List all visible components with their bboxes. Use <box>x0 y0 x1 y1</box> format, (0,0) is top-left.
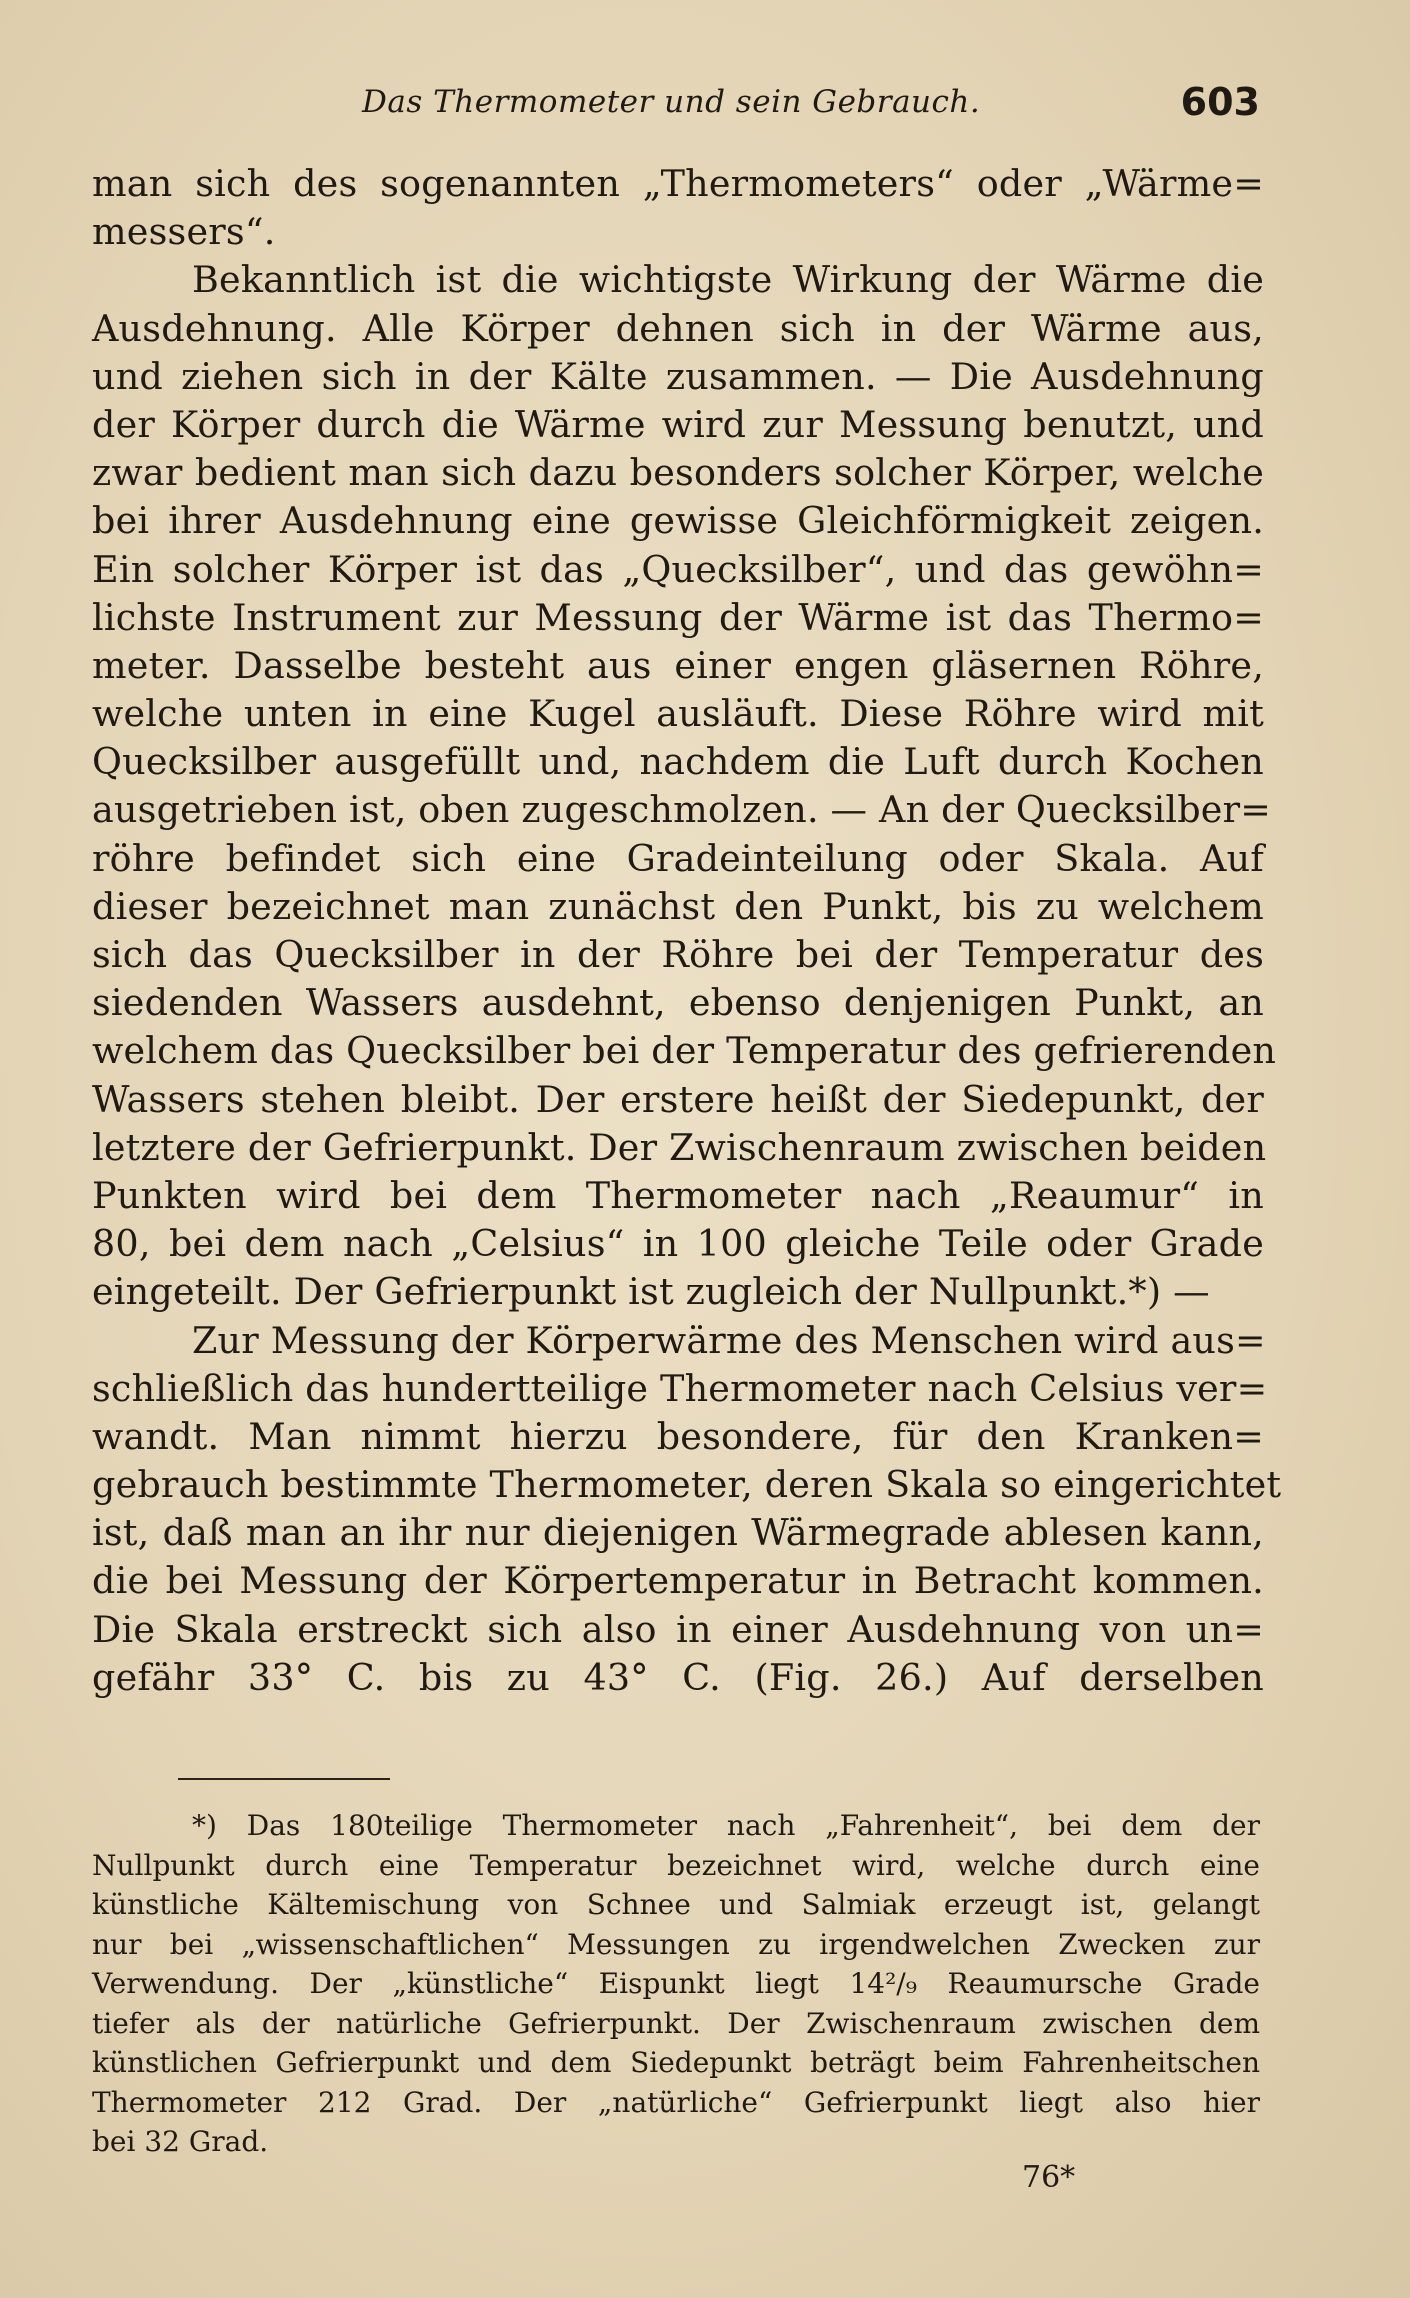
text-line: Punkten wird bei dem Thermometer nach „Reaumur“ in <box>92 1173 1264 1217</box>
page-header <box>92 80 1260 134</box>
page-number: 603 <box>1180 80 1260 124</box>
text-line: gebrauch bestimmte Thermometer, deren Skala so eingerichtet <box>92 1463 1282 1507</box>
text-line: eingeteilt. Der Gefrierpunkt ist zugleich der Nullpunkt.*) — <box>92 1270 1210 1314</box>
text-line: Wassers stehen bleibt. Der erstere heißt der Siedepunkt, der <box>92 1077 1264 1121</box>
text-line: der Körper durch die Wärme wird zur Messung benutzt, und <box>92 402 1264 446</box>
footnote <box>92 1806 1260 2162</box>
text-line: wandt. Man nimmt hierzu besondere, für den Kranken= <box>92 1414 1264 1458</box>
text-line: ist, daß man an ihr nur diejenigen Wärmegrade ablesen kann, <box>92 1511 1264 1555</box>
text-line: messers“. <box>92 210 276 254</box>
text-line: man sich des sogenannten „Thermometers“ oder „Wärme= <box>92 162 1264 205</box>
text-line: schließlich das hundertteilige Thermometer nach Celsius ver= <box>92 1366 1268 1410</box>
footnote-line: bei 32 Grad. <box>92 2125 269 2158</box>
footnote-line: *) Das 180teilige Thermometer nach „Fahrenheit“, bei dem der <box>192 1809 1260 1842</box>
text-line: meter. Dasselbe besteht aus einer engen gläsernen Röhre, <box>92 643 1264 687</box>
text-line: röhre befindet sich eine Gradeinteilung oder Skala. Auf <box>92 836 1264 880</box>
text-line: Zur Messung der Körperwärme des Menschen wird aus= <box>192 1318 1266 1362</box>
text-line: die bei Messung der Körpertemperatur in Betracht kommen. <box>92 1559 1264 1603</box>
text-line: ausgetrieben ist, oben zugeschmolzen. — An der Quecksilber= <box>92 788 1271 832</box>
text-line: sich das Quecksilber in der Röhre bei der Temperatur des <box>92 933 1264 976</box>
text-line: Ein solcher Körper ist das „Quecksilber“, und das gewöhn= <box>92 547 1264 591</box>
running-head: Das Thermometer und sein Gebrauch. <box>362 84 981 120</box>
text-line: lichste Instrument zur Messung der Wärme ist das Thermo= <box>92 595 1264 639</box>
text-line: welchem das Quecksilber bei der Temperatur des gefrierenden <box>92 1029 1277 1073</box>
text-line: Quecksilber ausgefüllt und, nachdem die Luft durch Kochen <box>92 740 1264 784</box>
main-text <box>92 160 1282 1702</box>
text-line: bei ihrer Ausdehnung eine gewisse Gleichförmigkeit zeigen. <box>92 499 1264 543</box>
text-line: dieser bezeichnet man zunächst den Punkt, bis zu welchem <box>92 884 1264 928</box>
text-line: und ziehen sich in der Kälte zusammen. — Die Ausdehnung <box>92 354 1264 398</box>
footnote-line: Nullpunkt durch eine Temperatur bezeichnet wird, welche durch eine <box>92 1848 1260 1882</box>
footnote-separator <box>178 1778 390 1780</box>
text-line: siedenden Wassers ausdehnt, ebenso denjenigen Punkt, an <box>92 981 1264 1025</box>
text-line: Ausdehnung. Alle Körper dehnen sich in der Wärme aus, <box>92 306 1264 350</box>
text-line: letztere der Gefrierpunkt. Der Zwischenraum zwischen beiden <box>92 1125 1267 1169</box>
footnote-line: künstliche Kältemischung von Schnee und Salmiak erzeugt ist, gelangt <box>92 1888 1260 1921</box>
text-line: welche unten in eine Kugel ausläuft. Diese Röhre wird mit <box>92 692 1264 736</box>
footnote-line: künstlichen Gefrierpunkt und dem Siedepunkt beträgt beim Fahrenheitschen <box>92 2046 1260 2079</box>
text-line: gefähr 33° C. bis zu 43° C. (Fig. 26.) Auf derselben <box>92 1655 1264 1699</box>
footnote-line: Verwendung. Der „künstliche“ Eispunkt liegt 14²/₉ Reaumursche Grade <box>92 1967 1260 2000</box>
text-line: Bekanntlich ist die wichtigste Wirkung der Wärme die <box>192 258 1264 302</box>
printer-signature-mark: 76* <box>1022 2160 1076 2195</box>
text-line: zwar bedient man sich dazu besonders solcher Körper, welche <box>92 451 1264 495</box>
footnote-line: tiefer als der natürliche Gefrierpunkt. Der Zwischenraum zwischen dem <box>92 2006 1260 2040</box>
footnote-line: Thermometer 212 Grad. Der „natürliche“ Gefrierpunkt liegt also hier <box>92 2085 1260 2119</box>
text-line: 80, bei dem nach „Celsius“ in 100 gleiche Teile oder Grade <box>92 1222 1264 1266</box>
text-line: Die Skala erstreckt sich also in einer Ausdehnung von un= <box>92 1607 1264 1651</box>
footnote-line: nur bei „wissenschaftlichen“ Messungen zu irgendwelchen Zwecken zur <box>92 1927 1260 1961</box>
